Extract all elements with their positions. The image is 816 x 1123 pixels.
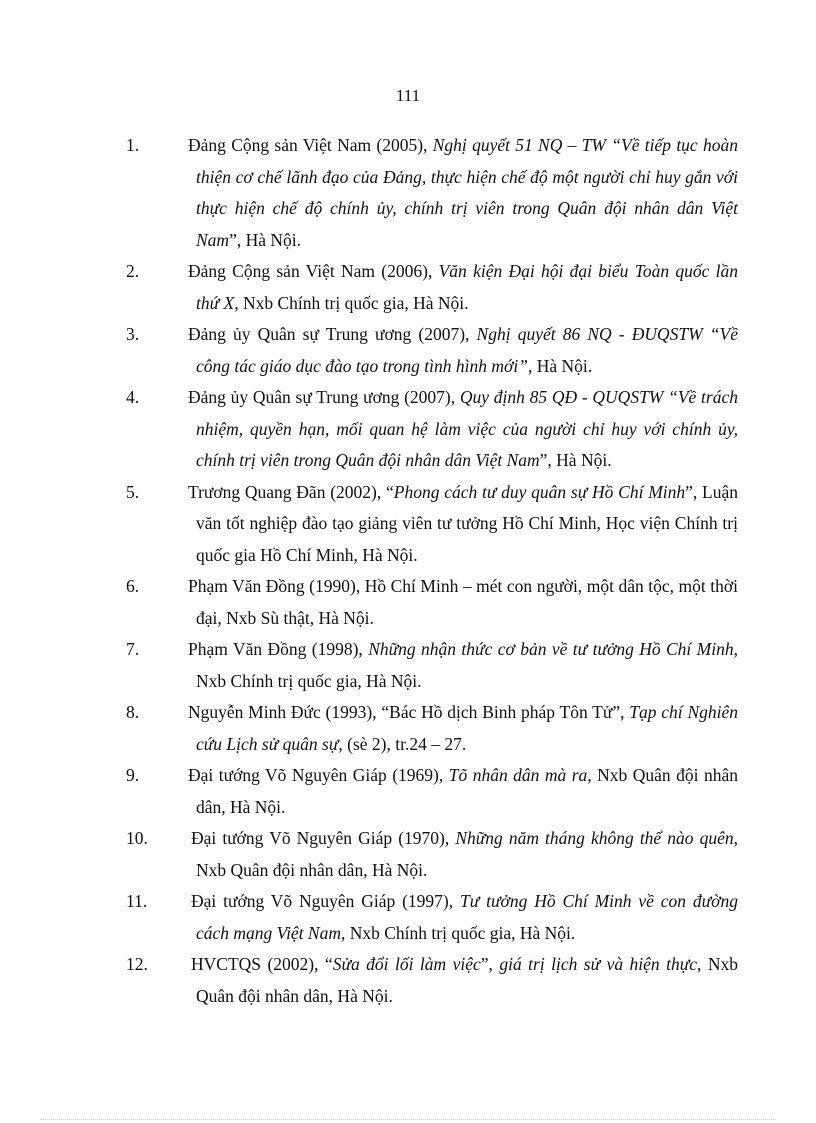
reference-item	[126, 382, 738, 477]
reference-text-segment: , Nxb Quân đội nhân dân, Hà Nội.	[196, 828, 738, 880]
reference-title-segment: Nghị quyết 51 NQ – TW “Về tiếp tục hoàn thiện cơ chế lãnh đạo của Đảng, thực hiện chế độ một người chỉ huy gắn với thực hiện chế độ chính ủy, chính trị viên trong Quân đội nhân dân Việt Nam	[196, 135, 738, 250]
reference-number: 8.	[126, 702, 140, 722]
reference-title-segment: Nghị quyết 86 NQ - ĐUQSTW “Về công tác giáo dục đào tạo trong tình hình mới”	[196, 324, 738, 376]
reference-text-segment: , Nxb Chính trị quốc gia, Hà Nội.	[341, 922, 576, 943]
reference-item	[126, 256, 738, 319]
reference-item	[126, 760, 738, 823]
reference-text-segment: Đảng Cộng sản Việt Nam (2006),	[188, 261, 439, 281]
reference-item	[126, 886, 738, 949]
reference-title-segment: Quy định 85 QĐ - QUQSTW “Về trách nhiệm, quyền hạn, mối quan hệ làm việc của người chỉ huy với chính ủy, chính trị viên trong Quân đội nhân dân Việt Nam	[196, 387, 738, 470]
reference-text-segment: Phạm Văn Đồng (1990), Hồ Chí Minh – mét con người, một dân tộc, một thời đại, Nxb Sù thật, Hà Nội.	[188, 576, 738, 628]
reference-text-segment: Đại tướng Võ Nguyên Giáp (1970),	[191, 828, 456, 848]
reference-text-segment: , Nxb Chính trị quốc gia, Hà Nội.	[196, 639, 738, 691]
reference-item	[126, 949, 738, 1012]
reference-text-segment: , Nxb Chính trị quốc gia, Hà Nội.	[234, 292, 469, 313]
reference-text-segment: ”, Hà Nội.	[539, 450, 612, 470]
reference-number: 4.	[126, 387, 140, 407]
reference-text-segment: Đảng ủy Quân sự Trung ương (2007),	[188, 387, 460, 407]
reference-number: 10.	[126, 828, 148, 848]
reference-title-segment: giá trị lịch sử và hiện thực	[499, 954, 698, 974]
reference-number: 6.	[126, 576, 140, 596]
reference-text-segment: Đại tướng Võ Nguyên Giáp (1997),	[191, 891, 460, 911]
reference-title-segment: Phong cách tư duy quân sự Hồ Chí Minh	[393, 481, 686, 502]
reference-number: 11.	[126, 891, 148, 911]
reference-text-segment: Đảng ủy Quân sự Trung ương (2007),	[188, 324, 477, 344]
reference-text-segment: Đảng Cộng sản Việt Nam (2005),	[188, 135, 433, 155]
reference-title-segment: Tõ nhân dân mà ra	[448, 765, 588, 785]
reference-title-segment: Tạp chí Nghiên cứu Lịch sử quân sự	[196, 702, 738, 754]
page-bottom-border	[40, 1119, 776, 1120]
reference-title-segment: Những nhận thức cơ bản về tư tưởng Hồ Chí Minh	[368, 639, 734, 659]
reference-item	[126, 477, 738, 572]
reference-text-segment: ”, Hà Nội.	[229, 229, 301, 250]
reference-text-segment: Đại tướng Võ Nguyên Giáp (1969),	[188, 765, 449, 785]
reference-text-segment: Nguyễn Minh Đức (1993), “Bác Hồ dịch Binh pháp Tôn Tử”,	[188, 702, 630, 722]
reference-number: 3.	[126, 324, 140, 344]
reference-number: 1.	[126, 135, 140, 155]
reference-title-segment: Sửa đổi lối làm việc	[332, 954, 481, 974]
reference-item	[126, 823, 738, 886]
reference-number: 7.	[126, 639, 140, 659]
reference-number: 9.	[126, 765, 140, 785]
reference-text-segment: Phạm Văn Đồng (1998),	[188, 639, 369, 659]
reference-item	[126, 130, 738, 256]
reference-title-segment: Văn kiện Đại hội đại biểu Toàn quốc lần thứ X	[196, 261, 738, 313]
reference-text-segment: , Hà Nội.	[527, 355, 593, 376]
reference-number: 12.	[126, 954, 148, 974]
reference-text-segment: Trương Quang Đãn (2002), “	[188, 481, 394, 502]
reference-text-segment: , Nxb Quân đội nhân dân, Hà Nội.	[196, 765, 738, 817]
reference-item	[126, 571, 738, 634]
reference-title-segment: Những năm tháng không thể nào quên	[455, 828, 734, 848]
reference-text-segment: , Nxb Quân đội nhân dân, Hà Nội.	[196, 954, 738, 1006]
reference-item	[126, 634, 738, 697]
reference-text-segment: HVCTQS (2002), “	[191, 954, 333, 974]
reference-item	[126, 319, 738, 382]
reference-item	[126, 697, 738, 760]
reference-number: 2.	[126, 261, 140, 281]
reference-text-segment: , (sè 2), tr.24 – 27.	[338, 733, 467, 754]
reference-title-segment: Tư tưởng Hồ Chí Minh về con đường cách mạng Việt Nam	[196, 891, 738, 943]
page-number: 111	[395, 86, 421, 105]
reference-list	[126, 130, 738, 1012]
reference-number: 5.	[126, 481, 140, 502]
reference-text-segment: ”, Luận văn tốt nghiệp đào tạo giảng viên tư tưởng Hồ Chí Minh, Học viện Chính trị quốc gia Hồ Chí Minh, Hà Nội.	[196, 481, 738, 565]
reference-text-segment: ”,	[480, 954, 500, 974]
